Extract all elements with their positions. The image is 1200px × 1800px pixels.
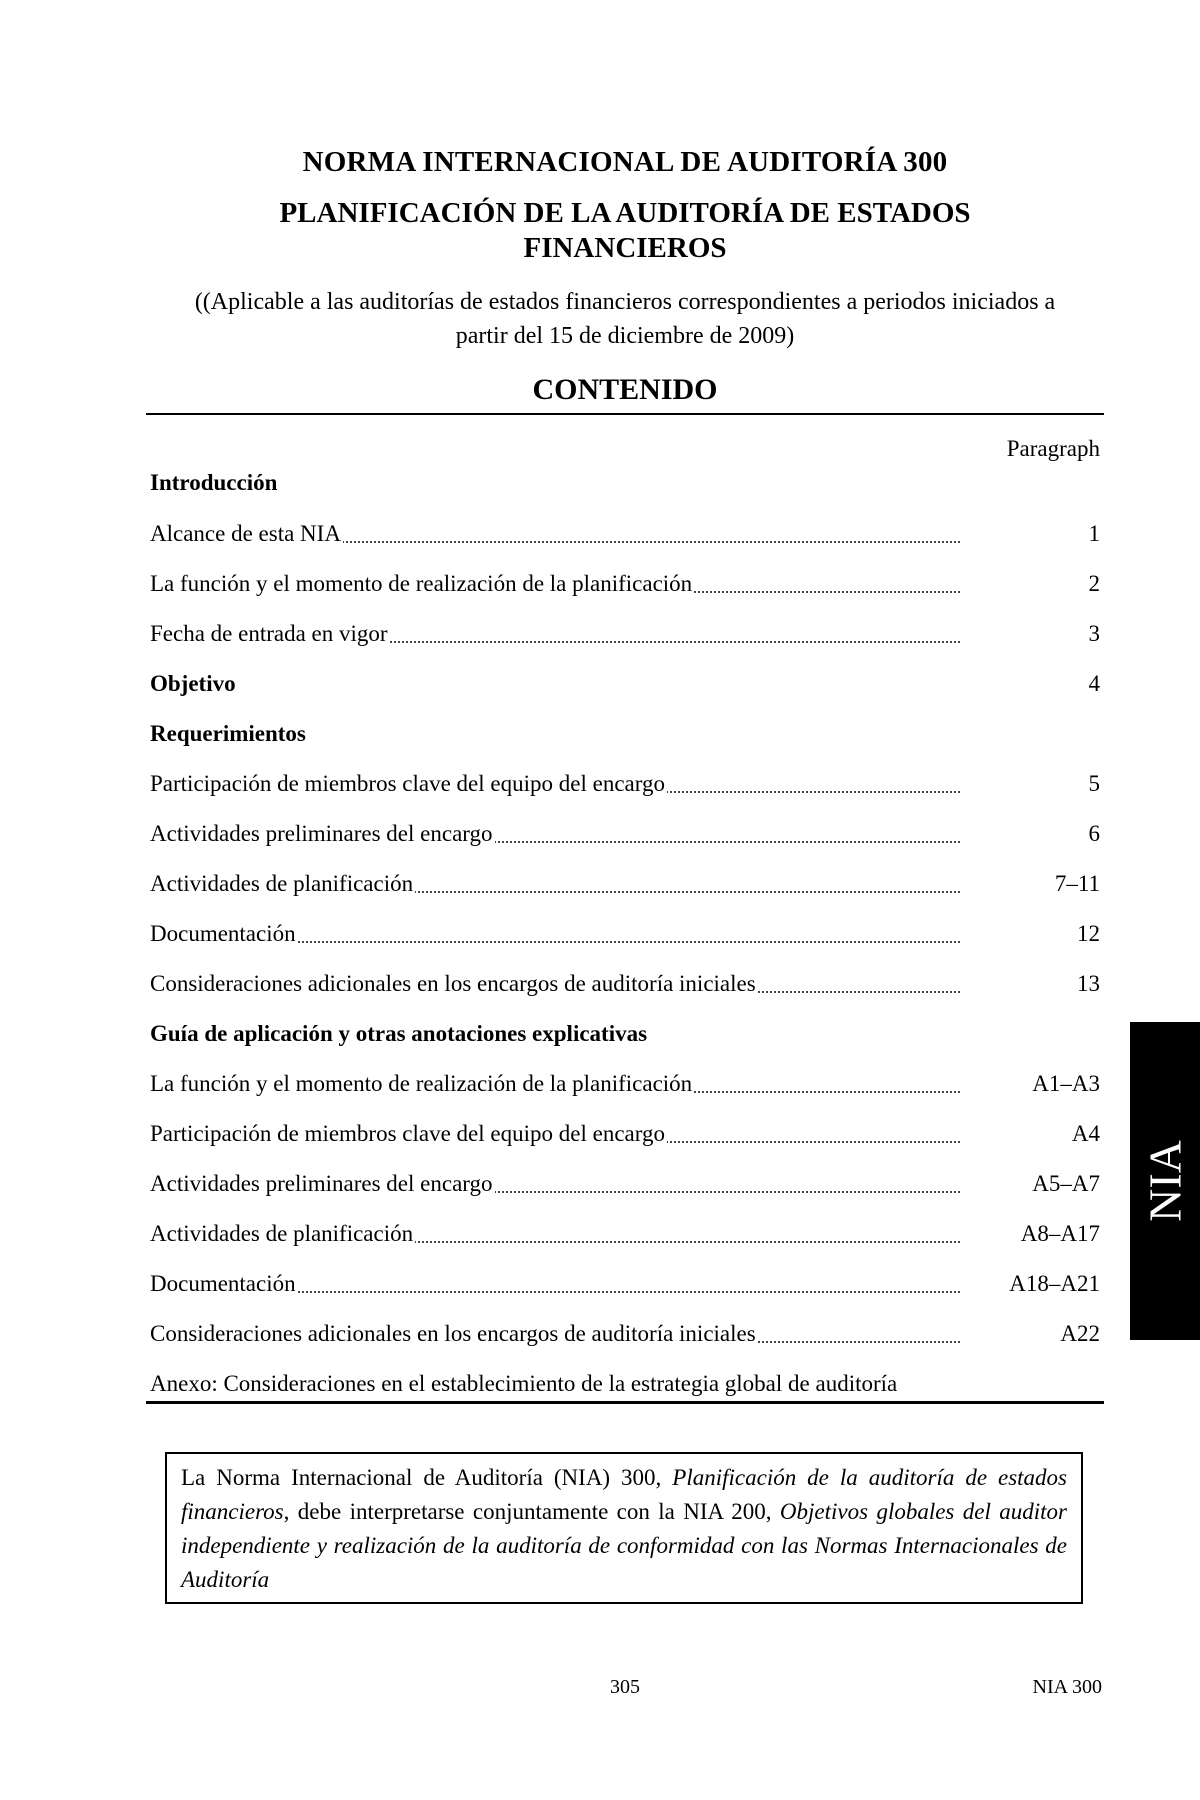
toc-entry xyxy=(150,616,1100,652)
toc-label: La función y el momento de realización de la planificación xyxy=(150,1071,693,1096)
toc-entry xyxy=(150,966,1100,1002)
contents-top-rule xyxy=(146,413,1104,415)
document-title: NORMA INTERNACIONAL DE AUDITORÍA 300 xyxy=(302,146,948,178)
toc-paragraph-number: A5–A7 xyxy=(1032,1171,1100,1196)
toc-entry-anexo xyxy=(150,1366,1100,1402)
toc-paragraph-number: 7–11 xyxy=(1054,871,1100,896)
toc-entry xyxy=(150,866,1100,902)
toc-paragraph-number: 12 xyxy=(1077,921,1100,946)
toc-paragraph-number: 3 xyxy=(1088,621,1100,646)
toc-heading-objetivo xyxy=(150,666,1100,702)
toc-label: Participación de miembros clave del equipo del encargo xyxy=(150,1121,665,1146)
toc-entry xyxy=(150,916,1100,952)
toc-heading-guia xyxy=(150,1016,1100,1052)
toc-paragraph-number: 2 xyxy=(1088,571,1100,596)
page-number: 305 xyxy=(610,1676,640,1698)
note-text: , debe interpretarse conjuntamente con la NIA 200, xyxy=(283,1499,780,1524)
toc-entry xyxy=(150,1166,1100,1202)
standard-code: NIA 300 xyxy=(1032,1676,1102,1698)
toc-label: Anexo: Consideraciones en el establecimiento de la estrategia global de auditoría xyxy=(150,1371,898,1396)
toc-entry xyxy=(150,1266,1100,1302)
section-side-tab xyxy=(1130,1022,1200,1340)
toc-label: Participación de miembros clave del equipo del encargo xyxy=(150,771,665,796)
toc-heading-requerimientos xyxy=(150,716,1100,752)
note-italic-title: Objetivos globales del auditor independiente y realización de la auditoría de conformidad con las Normas Internacionales de Auditoría xyxy=(181,1499,1067,1592)
toc-entry xyxy=(150,516,1100,552)
toc-label: Actividades preliminares del encargo xyxy=(150,1171,493,1196)
toc-entry xyxy=(150,816,1100,852)
toc-paragraph-number: A22 xyxy=(1060,1321,1100,1346)
toc-label: Actividades preliminares del encargo xyxy=(150,821,493,846)
paragraph-column-label: Paragraph xyxy=(1006,436,1100,461)
toc-entry xyxy=(150,1216,1100,1252)
contents-bottom-rule xyxy=(146,1401,1104,1404)
note-text: La Norma Internacional de Auditoría (NIA) 300, xyxy=(181,1465,673,1490)
toc-label: Actividades de planificación xyxy=(150,1221,414,1246)
toc-label: Actividades de planificación xyxy=(150,871,414,896)
toc-paragraph-number: 6 xyxy=(1088,821,1100,846)
toc-paragraph-number: 5 xyxy=(1088,771,1100,796)
toc-paragraph-number: 4 xyxy=(1088,671,1100,696)
toc-label: Alcance de esta NIA xyxy=(150,521,341,546)
side-tab-label: NIA xyxy=(1139,1140,1191,1222)
toc-label: Consideraciones adicionales en los encargos de auditoría iniciales xyxy=(150,971,756,996)
toc-label: Requerimientos xyxy=(150,721,306,746)
toc-label: Consideraciones adicionales en los encargos de auditoría iniciales xyxy=(150,1321,756,1346)
toc-paragraph-number: A18–A21 xyxy=(1009,1271,1100,1296)
toc-label: Documentación xyxy=(150,1271,296,1296)
toc-label: Guía de aplicación y otras anotaciones explicativas xyxy=(150,1021,648,1046)
toc-paragraph-number: A4 xyxy=(1071,1121,1100,1146)
toc-entry xyxy=(150,766,1100,802)
toc-label: Documentación xyxy=(150,921,296,946)
toc-label: Fecha de entrada en vigor xyxy=(150,621,388,646)
interpretation-note-box xyxy=(165,1452,1083,1604)
toc-entry xyxy=(150,1316,1100,1352)
toc-entry xyxy=(150,1066,1100,1102)
toc-paragraph-number: 13 xyxy=(1077,971,1100,996)
toc-paragraph-number: 1 xyxy=(1088,521,1100,546)
contents-heading: CONTENIDO xyxy=(532,373,718,406)
note-italic-title: Planificación de la auditoría de estados financieros xyxy=(181,1465,1067,1524)
toc-paragraph-number: A8–A17 xyxy=(1020,1221,1100,1246)
toc-label: La función y el momento de realización de la planificación xyxy=(150,571,693,596)
toc-label: Objetivo xyxy=(150,671,236,696)
applicability-note: ((Aplicable a las auditorías de estados financieros correspondientes a periodos iniciados a partir del 15 de diciembre de 2009) xyxy=(194,289,1056,349)
toc-heading-introduccion xyxy=(150,465,1100,501)
toc-label: Introducción xyxy=(150,470,278,495)
toc-entry xyxy=(150,566,1100,602)
toc-paragraph-number: A1–A3 xyxy=(1032,1071,1100,1096)
document-subtitle: PLANIFICACIÓN DE LA AUDITORÍA DE ESTADOS FINANCIEROS xyxy=(279,197,971,264)
toc-entry xyxy=(150,1116,1100,1152)
